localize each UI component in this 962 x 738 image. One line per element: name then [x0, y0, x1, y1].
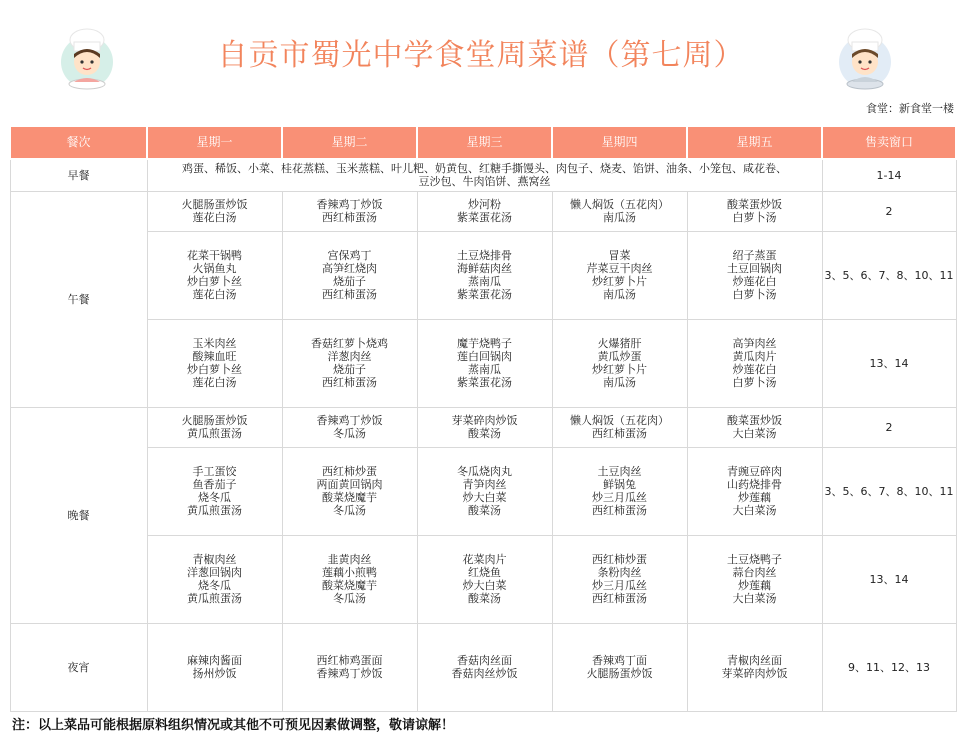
dish-name: 黄瓜煎蛋汤	[187, 504, 242, 517]
dish-name: 麻辣肉酱面	[187, 654, 242, 667]
breakfast-row	[10, 159, 956, 191]
dish-name: 绍子蒸蛋	[732, 249, 777, 262]
dish-name: 酸菜汤	[468, 504, 501, 517]
header-day: 星期一	[147, 126, 282, 159]
dish-cell	[282, 191, 417, 231]
dish-cell	[147, 623, 282, 711]
dish-cell	[417, 191, 552, 231]
dish-cell	[282, 447, 417, 535]
dish-name: 黄瓜煎蛋汤	[187, 592, 242, 605]
canteen-location: 食堂：新食堂一楼	[866, 102, 954, 115]
dish-name: 条粉肉丝	[597, 566, 642, 579]
dish-name: 紫菜蛋花汤	[457, 211, 512, 224]
dish-cell	[282, 623, 417, 711]
dish-cell	[687, 447, 822, 535]
dish-name: 土豆肉丝	[597, 465, 642, 478]
dish-name: 香菇肉丝面	[457, 654, 512, 667]
dish-cell	[147, 535, 282, 623]
dish-name: 洋葱回锅肉	[187, 566, 242, 579]
dish-name: 蒸南瓜	[468, 275, 501, 288]
dish-cell	[687, 191, 822, 231]
header-meal: 餐次	[10, 126, 147, 159]
dish-name: 玉米肉丝	[192, 337, 237, 350]
header-day: 星期三	[417, 126, 552, 159]
dish-name: 冬瓜汤	[333, 427, 366, 440]
dish-name: 酸菜汤	[468, 592, 501, 605]
dish-name: 韭黄肉丝	[327, 553, 372, 566]
dish-name: 酸菜汤	[468, 427, 501, 440]
dish-name: 香辣鸡丁面	[592, 654, 647, 667]
dish-cell	[552, 231, 687, 319]
window-cell: 3、5、6、7、8、10、11	[822, 231, 956, 319]
dish-name: 西红柿蛋汤	[322, 376, 377, 389]
header-row	[10, 126, 956, 159]
dish-cell	[552, 191, 687, 231]
dish-name: 莲花白汤	[192, 211, 237, 224]
dish-name: 香菇肉丝炒饭	[451, 667, 518, 680]
meal-label: 晚餐	[10, 407, 147, 623]
window-cell: 13、14	[822, 319, 956, 407]
dish-cell	[282, 231, 417, 319]
dish-name: 黄瓜肉片	[732, 350, 777, 363]
dish-name: 炒莲藕	[738, 579, 771, 592]
dish-name: 芹菜豆干肉丝	[586, 262, 653, 275]
dish-name: 冬瓜汤	[333, 592, 366, 605]
dish-name: 烧冬瓜	[198, 491, 231, 504]
dinner-row	[10, 535, 956, 623]
lunch-row	[10, 191, 956, 231]
window-cell: 2	[822, 407, 956, 447]
dish-cell	[147, 407, 282, 447]
dish-cell	[282, 407, 417, 447]
dish-name: 火腿肠蛋炒饭	[181, 198, 248, 211]
dish-name: 西红柿炒蛋	[592, 553, 647, 566]
dish-name: 南瓜汤	[603, 211, 636, 224]
dish-name: 炒莲花白	[732, 275, 777, 288]
dish-name: 火锅鱼丸	[192, 262, 237, 275]
dish-name: 炒莲花白	[732, 363, 777, 376]
dish-name: 山药烧排骨	[727, 478, 782, 491]
dish-name: 花菜肉片	[462, 553, 507, 566]
dish-name: 花菜干锅鸭	[187, 249, 242, 262]
dish-name: 懒人焖饭（五花肉）	[570, 414, 669, 427]
dish-cell	[687, 231, 822, 319]
dish-name: 炒三月瓜丝	[592, 579, 647, 592]
dish-name: 火爆猪肝	[597, 337, 642, 350]
dish-cell	[687, 623, 822, 711]
breakfast-items	[147, 159, 822, 191]
dish-name: 黄瓜煎蛋汤	[187, 427, 242, 440]
dish-cell	[687, 535, 822, 623]
dish-name: 宫保鸡丁	[327, 249, 372, 262]
dish-cell	[282, 319, 417, 407]
dish-name: 西红柿蛋汤	[322, 211, 377, 224]
dish-name: 冒菜	[608, 249, 631, 262]
dish-name: 莲花白汤	[192, 376, 237, 389]
dish-name: 大白菜汤	[732, 592, 777, 605]
window-cell: 9、11、12、13	[822, 623, 956, 711]
meal-label: 夜宵	[10, 623, 147, 711]
dish-name: 炒莲藕	[738, 491, 771, 504]
window-cell: 13、14	[822, 535, 956, 623]
dish-name: 炒大白菜	[462, 491, 507, 504]
dish-name: 魔芋烧鸭子	[457, 337, 512, 350]
dish-cell	[147, 231, 282, 319]
page-title: 自贡市蜀光中学食堂周菜谱（第七周）	[217, 38, 745, 73]
dish-name: 西红柿蛋汤	[592, 592, 647, 605]
dish-cell	[687, 319, 822, 407]
dish-name: 鱼香茄子	[192, 478, 237, 491]
dish-cell	[417, 535, 552, 623]
dish-name: 炒大白菜	[462, 579, 507, 592]
dish-name: 南瓜汤	[603, 288, 636, 301]
dish-name: 冬瓜汤	[333, 504, 366, 517]
dish-cell	[552, 447, 687, 535]
dish-name: 西红柿蛋汤	[592, 504, 647, 517]
window-cell: 3、5、6、7、8、10、11	[822, 447, 956, 535]
weekly-menu-table	[9, 125, 957, 712]
dish-name: 手工蛋饺	[192, 465, 237, 478]
dish-name: 蒸南瓜	[468, 363, 501, 376]
dish-name: 青笋肉丝	[462, 478, 507, 491]
dish-name: 西红柿鸡蛋面	[316, 654, 383, 667]
dinner-row	[10, 407, 956, 447]
dish-name: 紫菜蛋花汤	[457, 288, 512, 301]
breakfast-line: 鸡蛋、稀饭、小菜、桂花蒸糕、玉米蒸糕、叶儿粑、奶黄包、红糖手撕馒头、肉包子、烧麦、馅饼、油条、小笼包、咸花卷、	[182, 162, 787, 176]
dish-name: 炒白萝卜丝	[187, 363, 242, 376]
dish-name: 莲白回锅肉	[457, 350, 512, 363]
header-day: 星期四	[552, 126, 687, 159]
night-row	[10, 623, 956, 711]
dish-cell	[552, 535, 687, 623]
dish-cell	[417, 407, 552, 447]
dish-name: 香辣鸡丁炒饭	[316, 667, 383, 680]
window-cell: 1-14	[822, 159, 956, 191]
dish-name: 芽菜碎肉炒饭	[451, 414, 518, 427]
dish-name: 西红柿蛋汤	[322, 288, 377, 301]
dish-cell	[147, 447, 282, 535]
dish-name: 青椒肉丝	[192, 553, 237, 566]
dish-name: 土豆回锅肉	[727, 262, 782, 275]
dish-name: 紫菜蛋花汤	[457, 376, 512, 389]
dish-name: 西红柿蛋汤	[592, 427, 647, 440]
dish-name: 酸菜烧魔芋	[322, 491, 377, 504]
dish-cell	[147, 319, 282, 407]
dish-name: 土豆烧鸭子	[727, 553, 782, 566]
meal-label: 午餐	[10, 191, 147, 407]
dish-name: 蒜台肉丝	[732, 566, 777, 579]
dish-name: 冬瓜烧肉丸	[457, 465, 512, 478]
dish-name: 土豆烧排骨	[457, 249, 512, 262]
dish-name: 青椒肉丝面	[727, 654, 782, 667]
dish-name: 高笋肉丝	[732, 337, 777, 350]
dish-name: 黄瓜炒蛋	[597, 350, 642, 363]
dish-name: 酸菜蛋炒饭	[727, 198, 782, 211]
dish-cell	[552, 407, 687, 447]
dish-name: 鲜锅兔	[603, 478, 636, 491]
dish-cell	[417, 623, 552, 711]
dish-name: 火腿肠蛋炒饭	[586, 667, 653, 680]
dish-name: 南瓜汤	[603, 376, 636, 389]
dish-name: 火腿肠蛋炒饭	[181, 414, 248, 427]
dish-name: 大白菜汤	[732, 504, 777, 517]
dish-cell	[147, 191, 282, 231]
dish-cell	[687, 407, 822, 447]
dish-cell	[417, 319, 552, 407]
dish-name: 两面黄回锅肉	[316, 478, 383, 491]
dish-name: 香辣鸡丁炒饭	[316, 414, 383, 427]
header-day: 星期二	[282, 126, 417, 159]
dish-name: 白萝卜汤	[732, 376, 777, 389]
dish-name: 大白菜汤	[732, 427, 777, 440]
dish-name: 白萝卜汤	[732, 288, 777, 301]
dish-name: 烧冬瓜	[198, 579, 231, 592]
dish-name: 西红柿炒蛋	[322, 465, 377, 478]
dish-name: 莲藕小煎鸭	[322, 566, 377, 579]
dinner-row	[10, 447, 956, 535]
window-cell: 2	[822, 191, 956, 231]
dish-cell	[552, 623, 687, 711]
dish-name: 酸菜蛋炒饭	[727, 414, 782, 427]
dish-name: 高笋红烧肉	[322, 262, 377, 275]
dish-name: 烧茄子	[333, 275, 366, 288]
dish-name: 炒红萝卜片	[592, 275, 647, 288]
meal-label: 早餐	[10, 159, 147, 191]
dish-name: 红烧鱼	[468, 566, 501, 579]
dish-name: 芽菜碎肉炒饭	[721, 667, 788, 680]
dish-name: 白萝卜汤	[732, 211, 777, 224]
dish-name: 洋葱肉丝	[327, 350, 372, 363]
dish-cell	[417, 231, 552, 319]
dish-name: 莲花白汤	[192, 288, 237, 301]
header-window: 售卖窗口	[822, 126, 956, 159]
header-day: 星期五	[687, 126, 822, 159]
dish-name: 酸菜烧魔芋	[322, 579, 377, 592]
breakfast-line: 豆沙包、牛肉馅饼、燕窝丝	[418, 175, 551, 189]
footer-note: 注：以上菜品可能根据原料组织情况或其他不可预见因素做调整，敬请谅解！	[12, 718, 455, 733]
dish-name: 扬州炒饭	[192, 667, 237, 680]
dish-name: 海鲜菇肉丝	[457, 262, 512, 275]
dish-name: 青豌豆碎肉	[727, 465, 782, 478]
lunch-row	[10, 231, 956, 319]
dish-cell	[417, 447, 552, 535]
dish-name: 香辣鸡丁炒饭	[316, 198, 383, 211]
dish-name: 炒白萝卜丝	[187, 275, 242, 288]
dish-name: 烧茄子	[333, 363, 366, 376]
dish-name: 酸辣血旺	[192, 350, 237, 363]
dish-name: 香菇红萝卜烧鸡	[311, 337, 388, 350]
dish-name: 炒三月瓜丝	[592, 491, 647, 504]
lunch-row	[10, 319, 956, 407]
dish-cell	[282, 535, 417, 623]
dish-name: 炒河粉	[468, 198, 501, 211]
dish-cell	[552, 319, 687, 407]
dish-name: 炒红萝卜片	[592, 363, 647, 376]
dish-name: 懒人焖饭（五花肉）	[570, 198, 669, 211]
